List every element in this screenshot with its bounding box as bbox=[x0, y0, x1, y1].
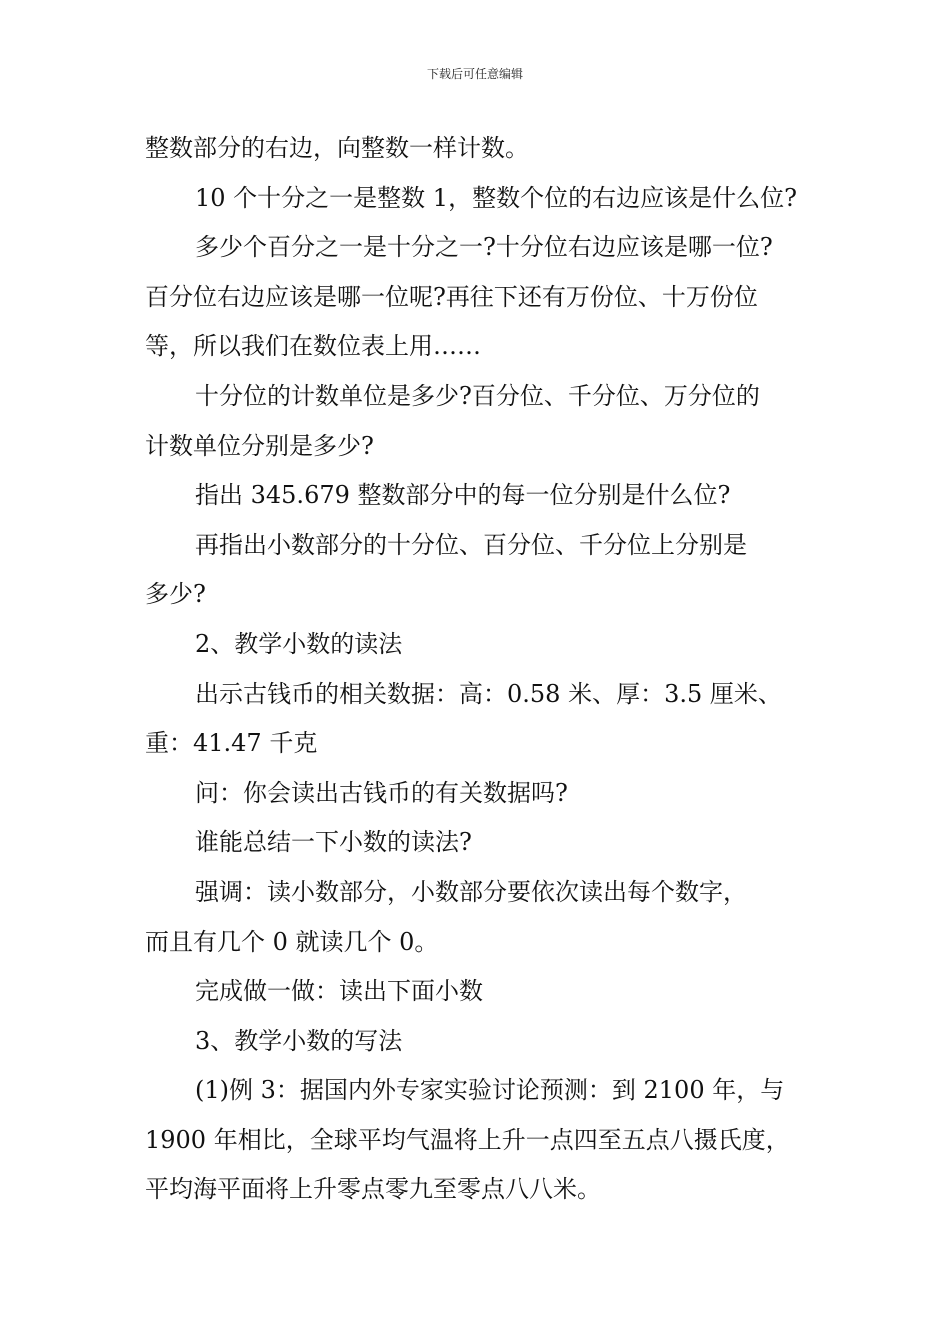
text-line: 10 个十分之一是整数 1，整数个位的右边应该是什么位? bbox=[195, 183, 797, 212]
section-heading: 3、教学小数的写法 bbox=[195, 1026, 403, 1055]
text-line: 百分位右边应该是哪一位呢?再往下还有万份位、十万份位 bbox=[145, 282, 758, 311]
text-line: 十分位的计数单位是多少?百分位、千分位、万分位的 bbox=[195, 381, 760, 410]
text-line: 平均海平面将上升零点零九至零点八八米。 bbox=[145, 1175, 601, 1204]
text-line: 而且有几个 0 就读几个 0。 bbox=[145, 927, 439, 956]
text-line: 出示古钱币的相关数据：高：0.58 米、厚：3.5 厘米、 bbox=[195, 679, 782, 708]
text-line: 强调：读小数部分，小数部分要依次读出每个数字， bbox=[195, 877, 747, 906]
text-line: 指出 345.679 整数部分中的每一位分别是什么位? bbox=[195, 481, 731, 510]
section-heading: 2、教学小数的读法 bbox=[195, 629, 403, 658]
text-line: (1)例 3：据国内外专家实验讨论预测：到 2100 年，与 bbox=[195, 1076, 785, 1105]
page-header-note: 下载后可任意编辑 bbox=[426, 67, 523, 81]
text-line: 重：41.47 千克 bbox=[145, 729, 318, 758]
text-line: 多少个百分之一是十分之一?十分位右边应该是哪一位? bbox=[195, 233, 773, 262]
text-line: 等，所以我们在数位表上用…… bbox=[145, 332, 481, 361]
text-line: 问：你会读出古钱币的有关数据吗? bbox=[195, 778, 568, 807]
document-body bbox=[145, 124, 825, 1215]
text-line: 再指出小数部分的十分位、百分位、千分位上分别是 bbox=[195, 530, 747, 559]
text-line: 计数单位分别是多少? bbox=[145, 431, 374, 460]
text-line: 完成做一做：读出下面小数 bbox=[195, 977, 483, 1006]
text-line: 整数部分的右边，向整数一样计数。 bbox=[145, 134, 529, 162]
text-line: 1900 年相比，全球平均气温将上升一点四至五点八摄氏度， bbox=[145, 1125, 790, 1154]
text-line: 谁能总结一下小数的读法? bbox=[195, 828, 472, 857]
text-line: 多少? bbox=[145, 580, 206, 609]
